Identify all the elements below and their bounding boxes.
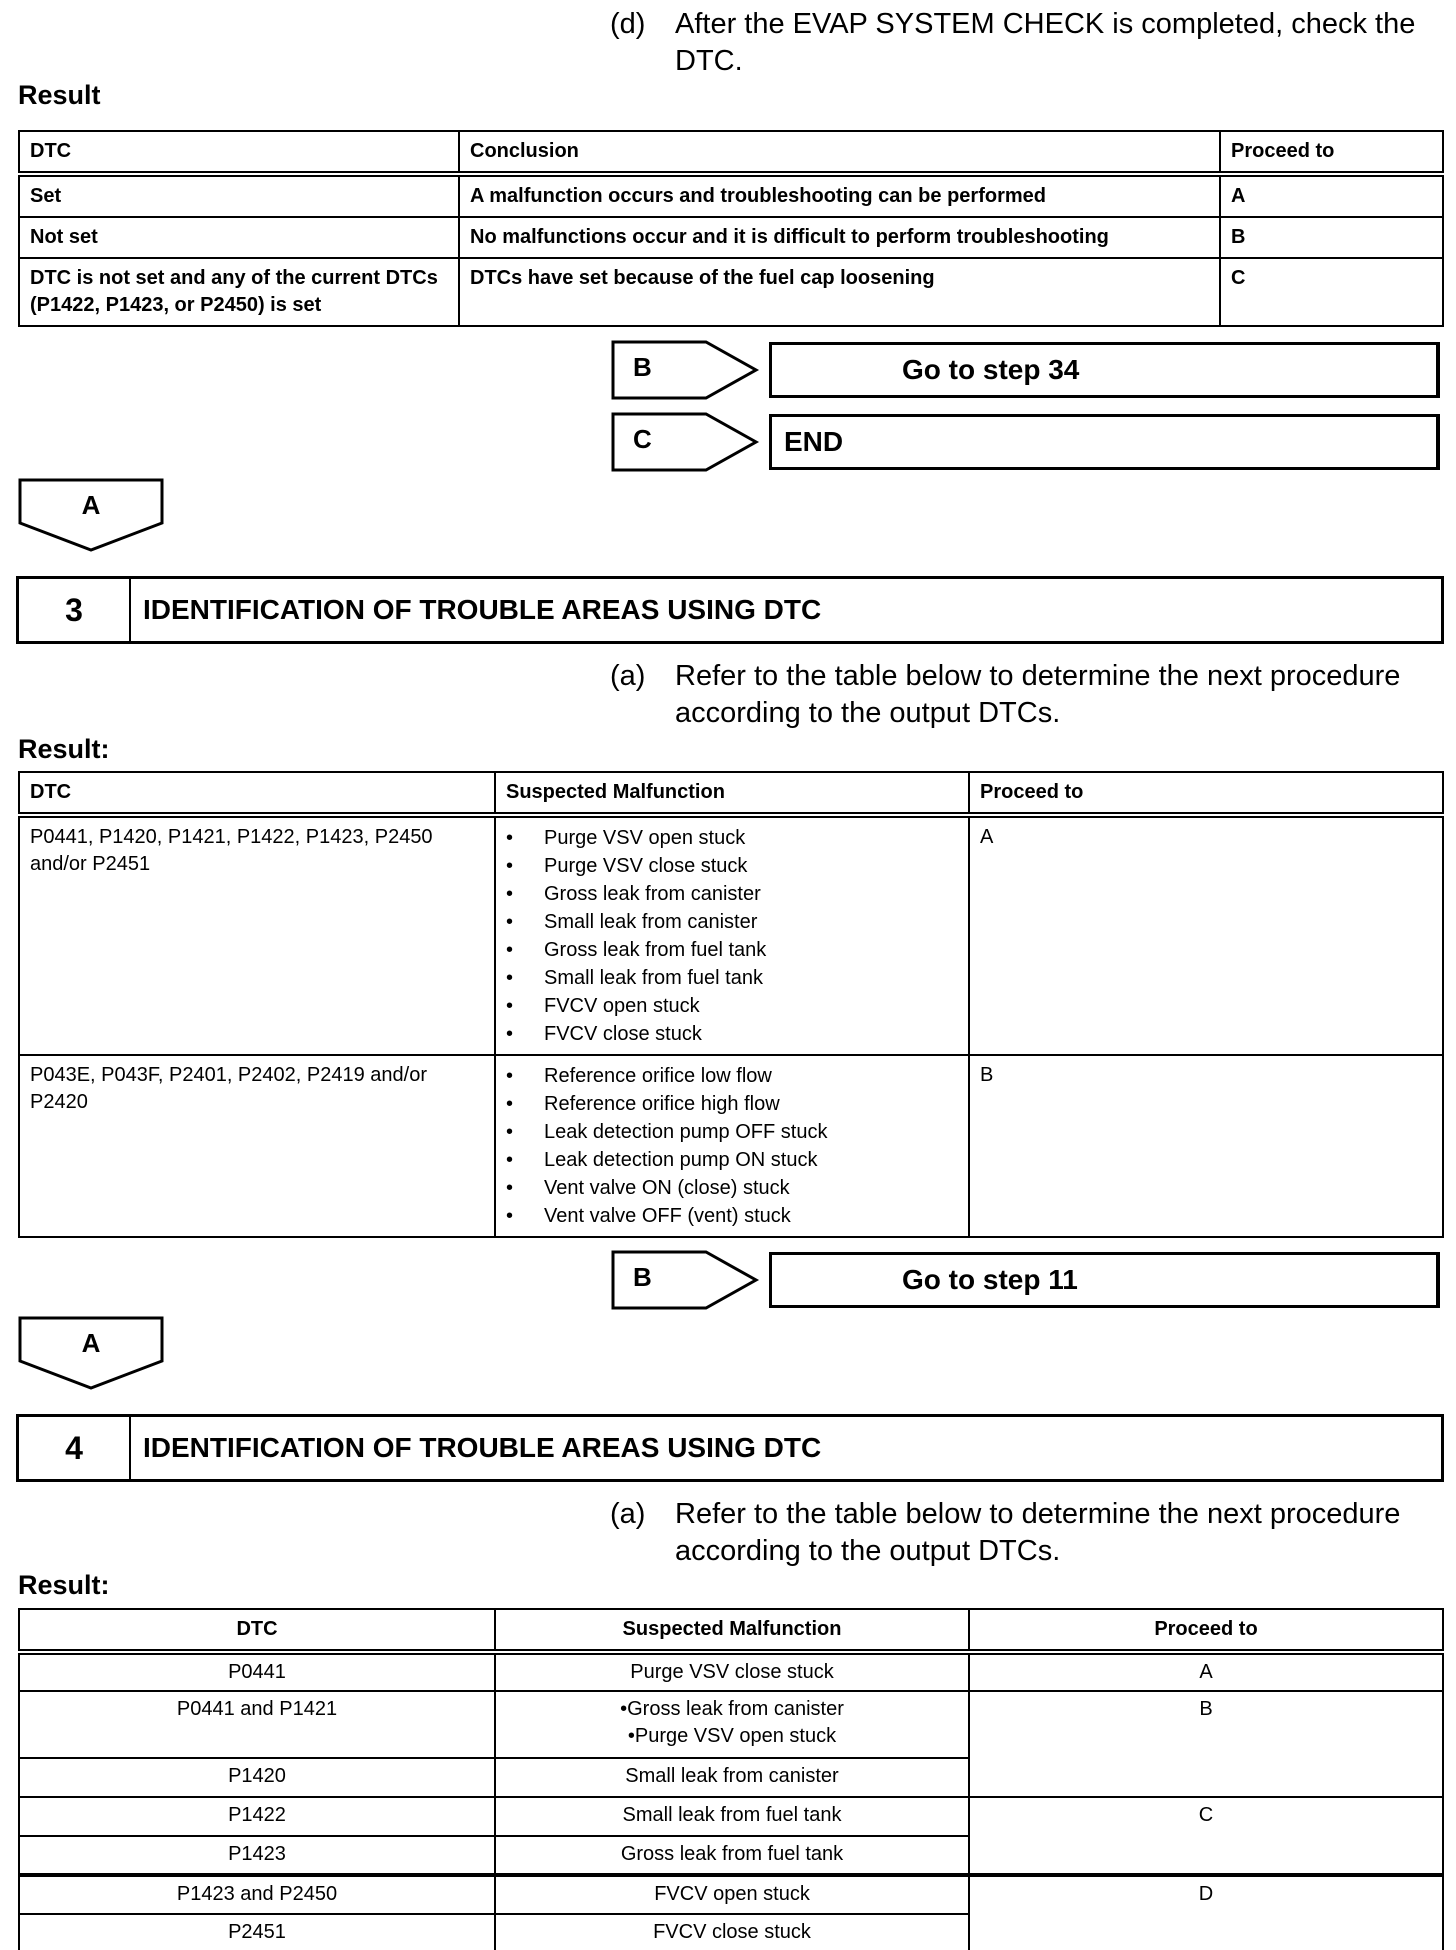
cell-proceed: C bbox=[1220, 258, 1443, 326]
cell-dtc: P1423 bbox=[19, 1836, 495, 1875]
table-row bbox=[19, 1875, 1443, 1914]
cell-dtc: P1423 and P2450 bbox=[19, 1875, 495, 1914]
cell-conclusion: No malfunctions occur and it is difficult to perform troubleshooting bbox=[459, 217, 1220, 258]
instruction-label: (a) bbox=[610, 1498, 646, 1530]
cell-dtc: P2451 bbox=[19, 1914, 495, 1950]
cell-conclusion: A malfunction occurs and troubleshooting can be performed bbox=[459, 174, 1220, 217]
cell-dtc: P0441 and P1421 bbox=[19, 1691, 495, 1758]
branch-tag-label: B bbox=[633, 1262, 652, 1292]
table-row bbox=[19, 1691, 1443, 1758]
step-4-header bbox=[16, 1414, 1444, 1482]
cell-malfunction: FVCV close stuck bbox=[495, 1914, 969, 1950]
malfunction-item: • Reference orifice low flow bbox=[506, 1062, 958, 1090]
cell-conclusion: DTCs have set because of the fuel cap loosening bbox=[459, 258, 1220, 326]
header-dtc: DTC bbox=[19, 1609, 495, 1652]
table-row bbox=[19, 1652, 1443, 1691]
end-label: END bbox=[784, 426, 844, 457]
instruction-label: (d) bbox=[610, 8, 646, 40]
header-malfunction: Suspected Malfunction bbox=[495, 772, 969, 815]
tag-label: A bbox=[81, 1328, 101, 1358]
result-table-step2 bbox=[18, 130, 1444, 327]
instruction-text: After the EVAP SYSTEM CHECK is completed, check the DTC. bbox=[675, 8, 1416, 77]
cell-dtc: Set bbox=[19, 174, 459, 217]
header-proceed: Proceed to bbox=[969, 1609, 1443, 1652]
table-row bbox=[19, 815, 1443, 1055]
cell-dtc: P1420 bbox=[19, 1758, 495, 1797]
branch-b-tag[interactable] bbox=[611, 340, 761, 400]
result-heading: Result bbox=[18, 80, 101, 110]
result-heading: Result: bbox=[18, 734, 110, 764]
malfunction-item: • Leak detection pump ON stuck bbox=[506, 1146, 958, 1174]
step-number: 3 bbox=[19, 579, 131, 641]
malfunction-line: •Gross leak from canister bbox=[620, 1698, 844, 1720]
branch-tag-label: C bbox=[633, 424, 652, 454]
malfunction-item: • Vent valve ON (close) stuck bbox=[506, 1174, 958, 1202]
table-row bbox=[19, 174, 1443, 217]
goto-step-34-box[interactable] bbox=[769, 342, 1440, 398]
cell-proceed: B bbox=[1220, 217, 1443, 258]
instruction-d bbox=[610, 6, 1450, 86]
malfunction-list bbox=[506, 824, 958, 1048]
malfunction-line: •Purge VSV open stuck bbox=[627, 1725, 837, 1747]
cell-malfunction bbox=[495, 815, 969, 1055]
branch-b-tag[interactable] bbox=[611, 1250, 761, 1310]
cell-dtc: P043E, P043F, P2401, P2402, P2419 and/or P2420 bbox=[19, 1055, 495, 1237]
result-table-step4 bbox=[18, 1608, 1444, 1950]
cell-dtc: Not set bbox=[19, 217, 459, 258]
tag-label: A bbox=[81, 490, 101, 520]
malfunction-item: • Purge VSV open stuck bbox=[506, 824, 958, 852]
end-box[interactable] bbox=[769, 414, 1440, 470]
cell-proceed: A bbox=[1220, 174, 1443, 217]
step-title: IDENTIFICATION OF TROUBLE AREAS USING DTC bbox=[143, 1432, 822, 1463]
branch-tag-label: B bbox=[633, 352, 652, 382]
cell-proceed: D bbox=[969, 1875, 1443, 1950]
cell-proceed: A bbox=[969, 815, 1443, 1055]
goto-label: Go to step 11 bbox=[902, 1264, 1078, 1295]
cell-dtc: P0441, P1420, P1421, P1422, P1423, P2450 and/or P2451 bbox=[19, 815, 495, 1055]
cell-dtc: P1422 bbox=[19, 1797, 495, 1836]
cell-malfunction: Purge VSV close stuck bbox=[495, 1652, 969, 1691]
malfunction-item: • FVCV open stuck bbox=[506, 992, 958, 1020]
cell-proceed: B bbox=[969, 1691, 1443, 1797]
cell-malfunction bbox=[495, 1691, 969, 1758]
header-proceed: Proceed to bbox=[969, 772, 1443, 815]
malfunction-item: • Purge VSV close stuck bbox=[506, 852, 958, 880]
malfunction-list bbox=[506, 1062, 958, 1230]
continue-a-tag[interactable] bbox=[18, 478, 164, 550]
continue-a-tag[interactable] bbox=[18, 1316, 164, 1388]
header-dtc: DTC bbox=[19, 772, 495, 815]
result-table-step3 bbox=[18, 771, 1444, 1238]
cell-malfunction: FVCV open stuck bbox=[495, 1875, 969, 1914]
cell-proceed: A bbox=[969, 1652, 1443, 1691]
cell-malfunction: Gross leak from fuel tank bbox=[495, 1836, 969, 1875]
step-number: 4 bbox=[19, 1417, 131, 1479]
instruction-a bbox=[610, 1496, 1450, 1576]
header-malfunction: Suspected Malfunction bbox=[495, 1609, 969, 1652]
goto-label: Go to step 34 bbox=[902, 354, 1080, 385]
malfunction-item: • Reference orifice high flow bbox=[506, 1090, 958, 1118]
cell-dtc: DTC is not set and any of the current DTCs (P1422, P1423, or P2450) is set bbox=[19, 258, 459, 326]
instruction-a bbox=[610, 658, 1450, 738]
header-dtc: DTC bbox=[19, 131, 459, 174]
branch-c-tag[interactable] bbox=[611, 412, 761, 472]
malfunction-item: • Small leak from fuel tank bbox=[506, 964, 958, 992]
header-conclusion: Conclusion bbox=[459, 131, 1220, 174]
result-heading: Result: bbox=[18, 1570, 110, 1600]
cell-dtc: P0441 bbox=[19, 1652, 495, 1691]
instruction-text: Refer to the table below to determine the next procedure according to the output DTCs. bbox=[675, 1498, 1401, 1567]
table-row bbox=[19, 258, 1443, 326]
step-3-header bbox=[16, 576, 1444, 644]
cell-malfunction: Small leak from fuel tank bbox=[495, 1797, 969, 1836]
malfunction-item: • Small leak from canister bbox=[506, 908, 958, 936]
malfunction-item: • FVCV close stuck bbox=[506, 1020, 958, 1048]
cell-malfunction bbox=[495, 1055, 969, 1237]
table-row bbox=[19, 1055, 1443, 1237]
malfunction-item: • Vent valve OFF (vent) stuck bbox=[506, 1202, 958, 1230]
malfunction-item: • Leak detection pump OFF stuck bbox=[506, 1118, 958, 1146]
cell-proceed: B bbox=[969, 1055, 1443, 1237]
step-title: IDENTIFICATION OF TROUBLE AREAS USING DTC bbox=[143, 594, 822, 625]
header-proceed: Proceed to bbox=[1220, 131, 1443, 174]
cell-malfunction: Small leak from canister bbox=[495, 1758, 969, 1797]
malfunction-item: • Gross leak from canister bbox=[506, 880, 958, 908]
instruction-text: Refer to the table below to determine the next procedure according to the output DTCs. bbox=[675, 660, 1401, 729]
cell-proceed: C bbox=[969, 1797, 1443, 1875]
table-row bbox=[19, 1797, 1443, 1836]
instruction-label: (a) bbox=[610, 660, 646, 692]
table-row bbox=[19, 217, 1443, 258]
malfunction-item: • Gross leak from fuel tank bbox=[506, 936, 958, 964]
goto-step-11-box[interactable] bbox=[769, 1252, 1440, 1308]
